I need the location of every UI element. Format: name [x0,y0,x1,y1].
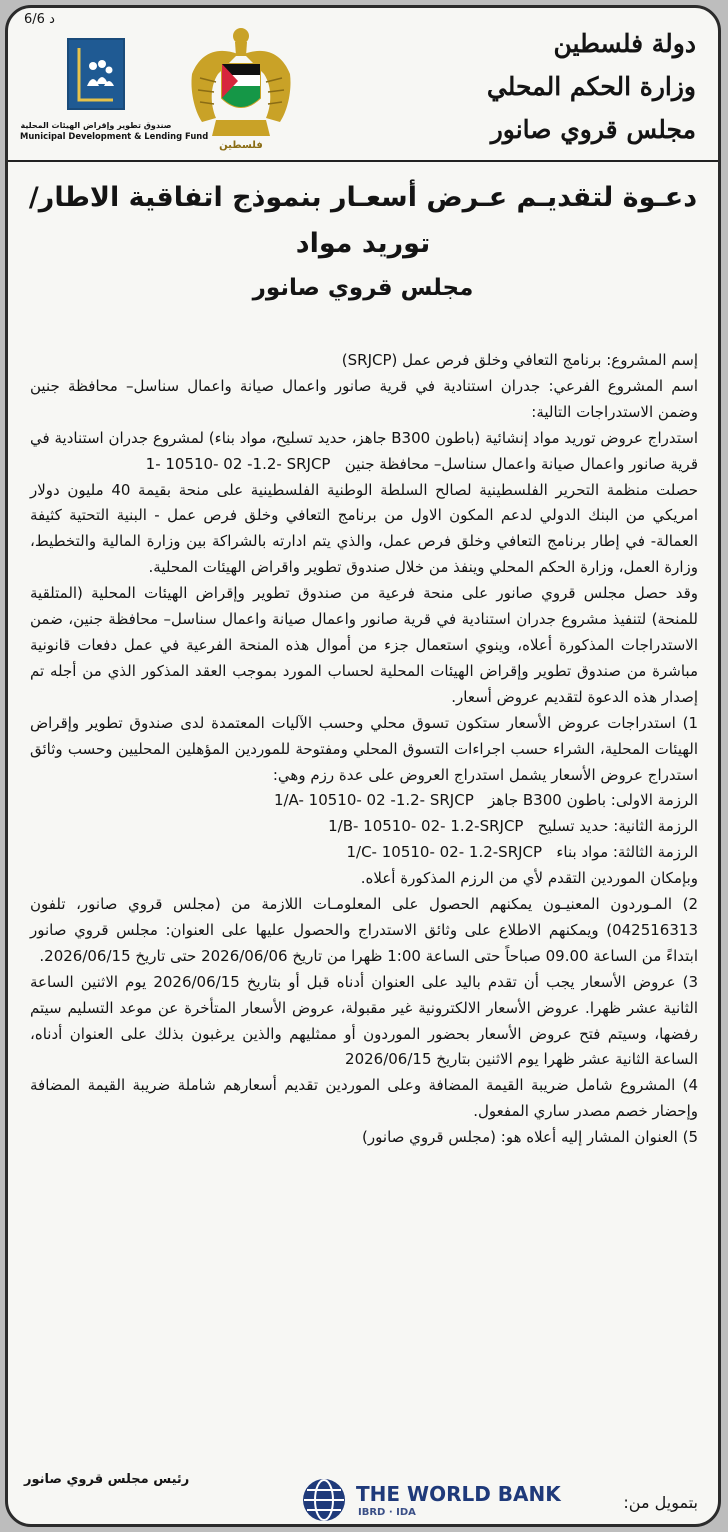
announcement-subtitle: توريد مواد [295,228,431,259]
announcement-page [5,5,721,1527]
announcement-title: دعـوة لتقديـم عـرض أسعـار بنموذج اتفاقية الاطار/ [28,182,698,213]
lot-1-code: 1/A- 10510- 02 -1.2- SRJCP [273,791,474,810]
header [8,8,718,160]
people-icon [69,40,123,108]
mdlf-name-ar: صندوق تطوير وإقراض الهيئات المحلية [20,121,172,130]
world-bank-name: THE WORLD BANK [356,1482,561,1506]
funded-by-label: بتمويل من: [623,1493,698,1512]
header-divider [8,160,718,162]
item-5: 5) العنوان المشار إليه أعلاه هو: (مجلس قروي صانور) [362,1128,698,1147]
lot-2-label: الرزمة الثانية: حديد تسليح [537,817,698,836]
ministry-block [487,22,696,151]
project-name: إسم المشروع: برنامج التعافي وخلق فرص عمل (SRJCP) [341,351,698,369]
world-bank-logo [300,1476,561,1526]
ministry-line-council: مجلس قروي صانور [490,115,696,144]
item-4: 4) المشروع شامل ضريبة القيمة المضافة وعلى الموردين تقديم أسعارهم شاملة ضريبة القيمة المضافة وإحضار خصم مصدر ساري المفعول. [30,1076,698,1121]
lot-3 [30,840,698,866]
item-3: 3) عروض الأسعار يجب أن تقدم باليد على العنوان أدناه قبل أو بتاريخ 2026/06/15 يوم الاثنين الساعة الثانية عشر ظهرا. عروض الأسعار الالكترونية غير مقبولة، عروض الأسعار المتأخرة عن موعد التسليم سيتم رفضها، وسيتم فتح عروض الأسعار بحضور الموردون أو ممثليهم والذين يرغبون بذلك على العنوان أدناه، الساعة الثانية عشر ظهرا يوم الاثنين بتاريخ 2026/06/15 [30,972,698,1069]
council-name: مجلس قروي صانور [252,275,474,301]
lot-2 [30,814,698,840]
lot-3-label: الرزمة الثالثة: مواد بناء [556,843,698,862]
emblem-caption: فلسطين [219,140,263,151]
announcement-body [30,348,698,1151]
page-ref: 6/6 د [24,12,55,27]
mdlf-name-en: Municipal Development & Lending Fund [20,131,209,141]
lots-note: وبإمكان الموردين التقدم لأي من الرزم المذكورة أعلاه. [360,869,698,888]
globe-icon [300,1476,348,1524]
ministry-line-state: دولة فلسطين [553,29,696,58]
mdlf-logo [20,38,209,142]
item-1: 1) استدراجات عروض الأسعار ستكون تسوق محلي وحسب الآليات المعتمدة لدى صندوق تطوير وإقراض الهيئات المحلية، الشراء حسب اجراءات التسوق المحلي ومفتوحة للموردين المؤهلين المحليين وحسب وثائق استدراج عروض الأسعار يشمل استدراج العروض على عدة رزم وهي: [30,713,698,784]
mdlf-emblem [67,38,125,110]
rfq-code: 1- 10510- 02 -1.2- SRJCP [145,454,331,473]
rfq-description [30,426,698,478]
signature-title: رئيس مجلس قروي صانور [24,1472,190,1487]
item-2: 2) المـوردون المعنيـون يمكنهم الحصول على المعلومـات اللازمة من (مجلس قروي صانور، تلفون 042516313) ويمكنهم الاطلاع على وثائق الاستدراج والحصول عليها على العنوان: مجلس قروي صانور ابتداءً من الساعة 09.00 صباحاً حتى الساعة 1:00 ظهرا من تاريخ 2026/06/06 حتى تاريخ 2026/06/15. [30,895,698,965]
rfq-text: استدراج عروض توريد مواد إنشائية (باطون B300 جاهز، حديد تسليح، مواد بناء) لمشروع جدران استنادية في قرية صانور واعمال صيانة واعمال سناسل– محافظة جنين [30,428,698,473]
ministry-line-ministry: وزارة الحكم المحلي [486,72,696,101]
subproject-name: اسم المشروع الفرعي: جدران استنادية في قرية صانور واعمال صيانة واعمال سناسل– محافظة جنين وضمن الاستدراجات التالية: [30,376,698,421]
lot-2-code: 1/B- 10510- 02- 1.2-SRJCP [328,817,524,836]
subgrant-paragraph: وقد حصل مجلس قروي صانور على منحة فرعية من صندوق تطوير وإقراض الهيئات المحلية (المتلقية للمنحة) لتنفيذ مشروع جدران استنادية في قرية صانور واعمال صيانة واعمال سناسل– محافظة جنين، ضمن الاستدراجات المذكورة أعلاه، وينوي استعمال جزء من أموال هذه المنحة الفرعية في عمل دفعات قانونية مباشرة من صندوق تطوير وإقراض الهيئات المحلية لحساب المورد بموجب العقد المذكور الذي من أجله تم إصدار هذه الدعوة لتقديم عروض أسعار. [30,584,698,706]
world-bank-sub: IBRD · IDA [358,1507,416,1518]
lot-1-label: الرزمة الاولى: باطون B300 جاهز [488,791,698,810]
grant-paragraph: حصلت منظمة التحرير الفلسطينية لصالح السلطة الوطنية الفلسطينية على منحة بقيمة 40 مليون دولار امريكي من البنك الدولي لدعم المكون الاول من برنامج التعافي وخلق فرص عمل - البنية التحتية كثيفة العمالة- في إطار برنامج التعافي وخلق فرص عمل، والذي يتم ادارته بالشراكة بين وزارة المالية والتخطيط، وزارة العمل، وزارة الحكم المحلي وينفذ من خلال صندوق تطوير واقراض الهيئات المحلية. [30,480,698,577]
title-block [18,174,708,308]
lot-3-code: 1/C- 10510- 02- 1.2-SRJCP [346,843,543,862]
lot-1 [30,788,698,814]
